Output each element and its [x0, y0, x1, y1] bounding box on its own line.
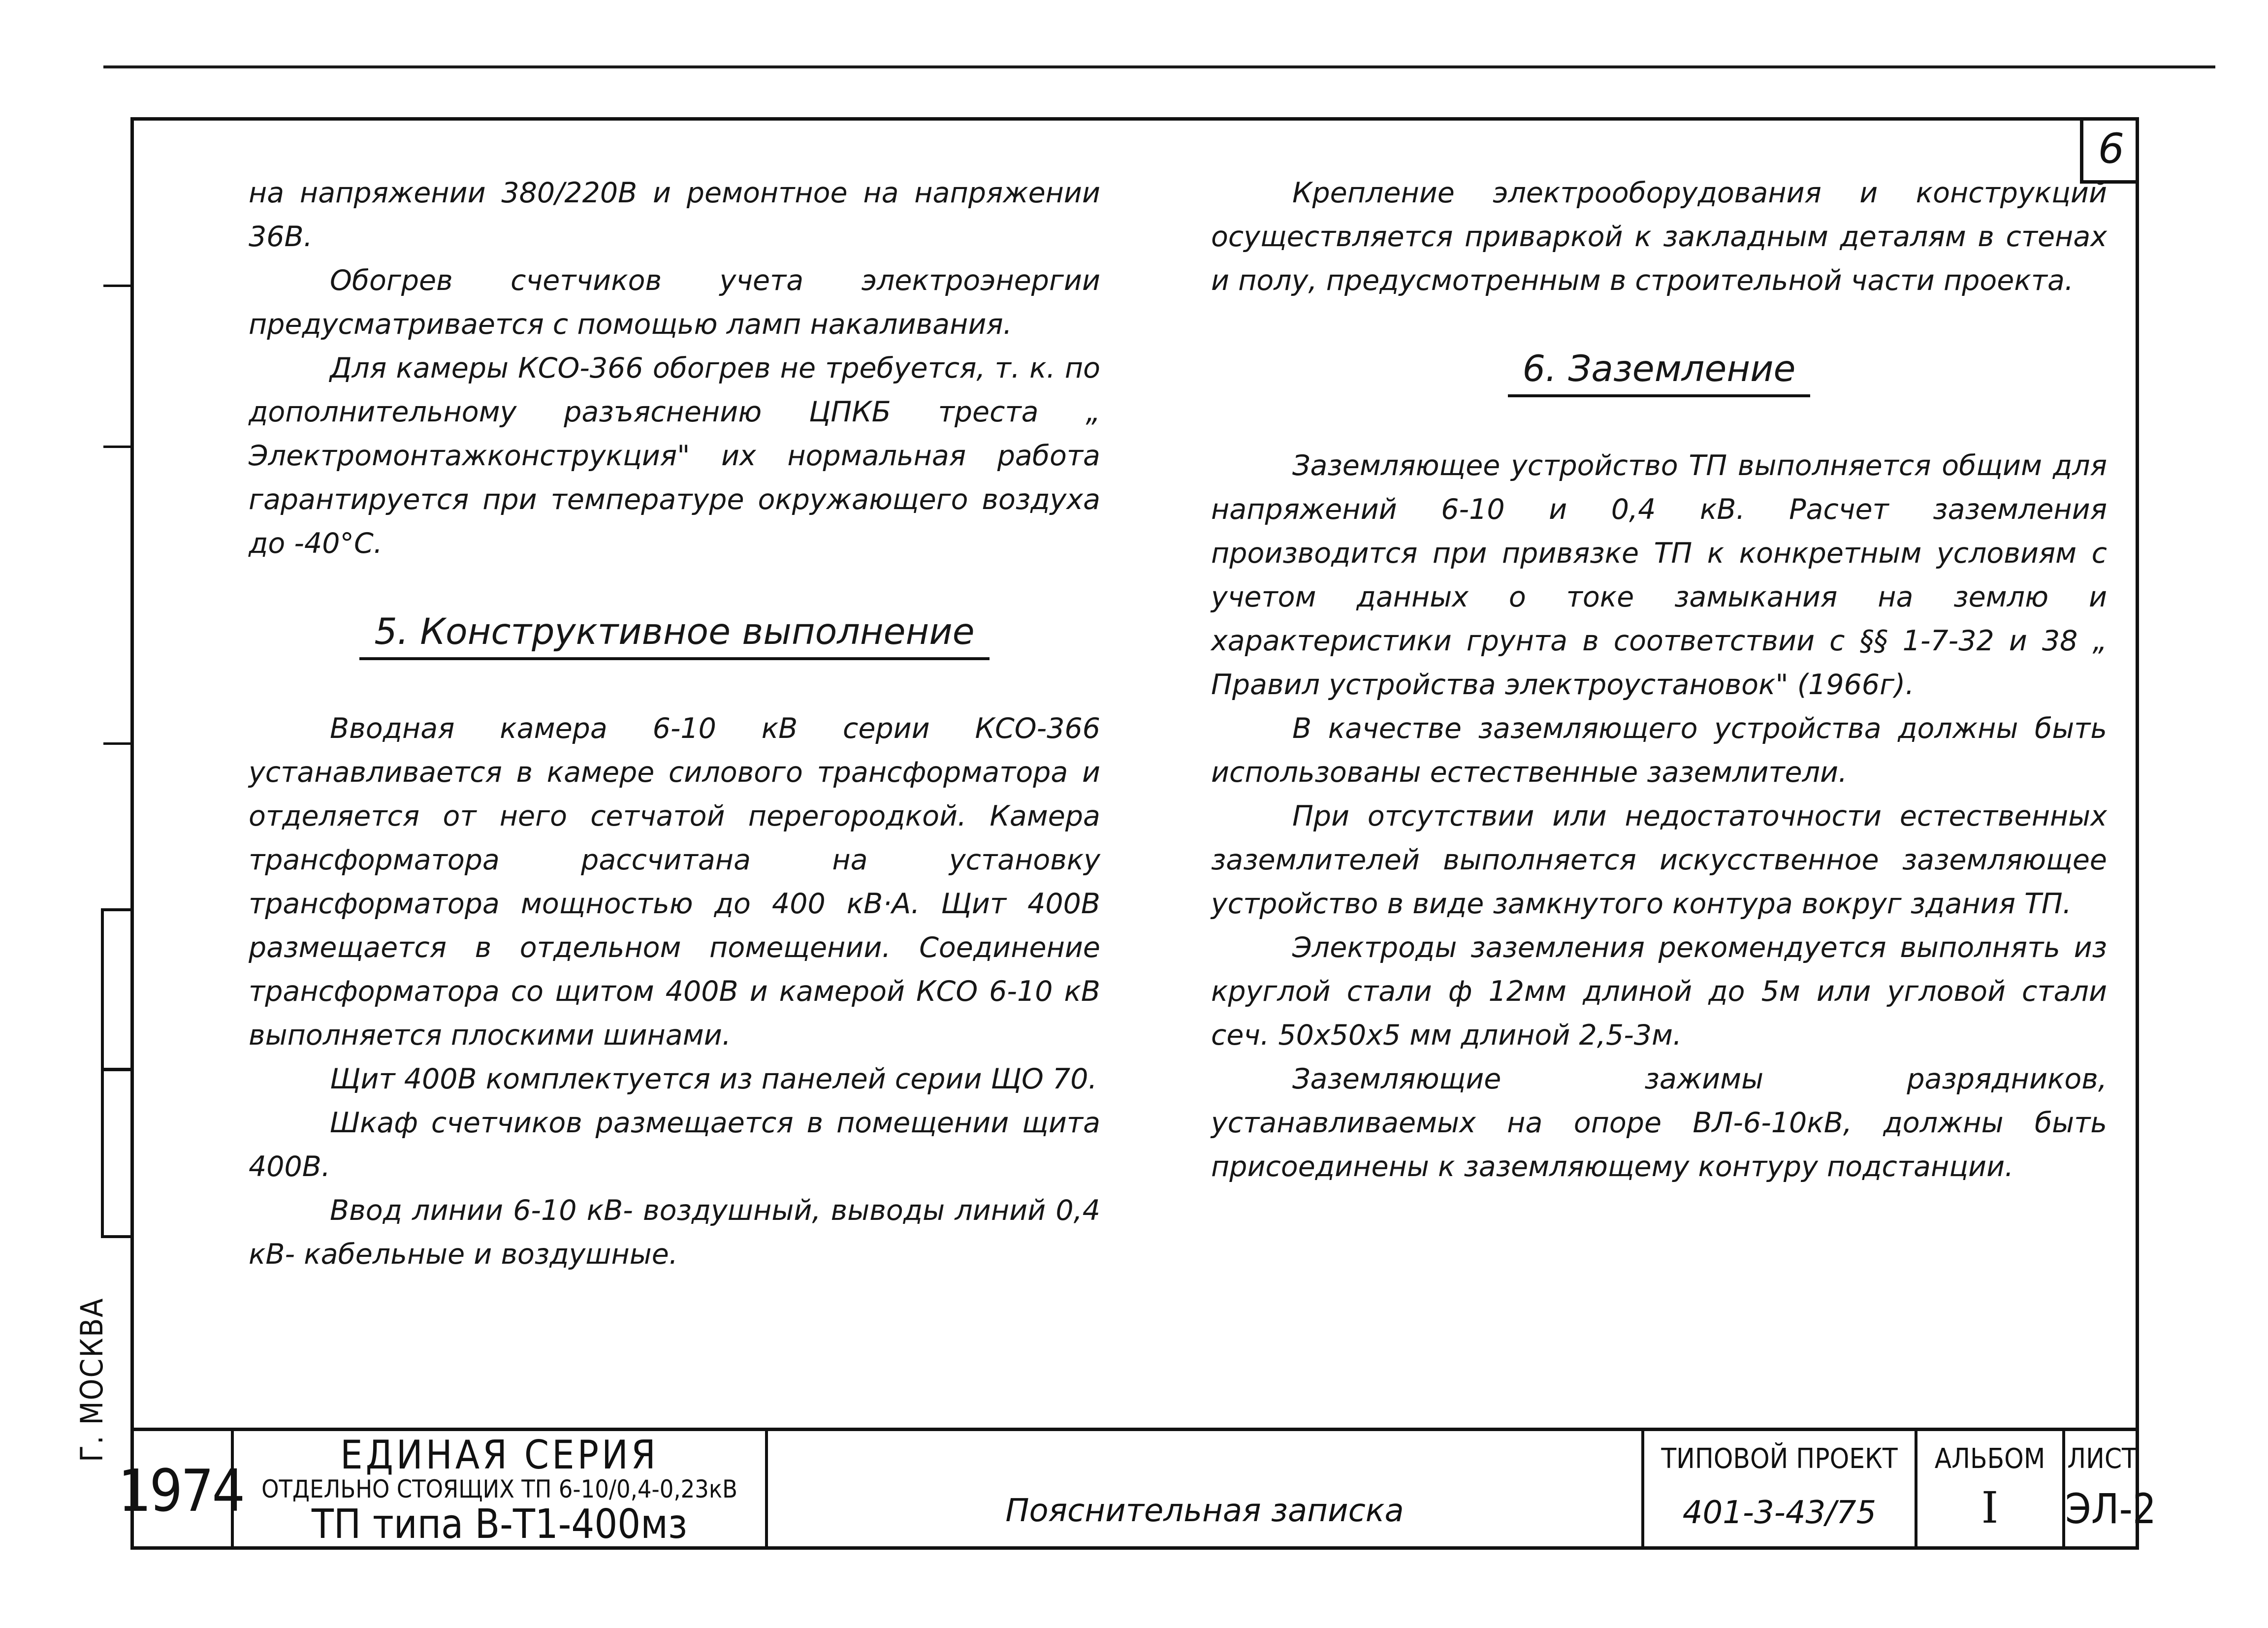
left-text-column	[249, 171, 1100, 1277]
section-heading-text: 6. Заземление	[1508, 347, 1811, 397]
series-subtitle: ОТДЕЛЬНО СТОЯЩИХ ТП 6-10/0,4-0,23кВ	[261, 1475, 737, 1503]
title-block-year: 1974	[130, 1431, 234, 1550]
section-heading-text: 5. Конструктивное выполнение	[359, 610, 989, 660]
album-label: АЛЬБОМ	[1934, 1443, 2045, 1475]
sheet-number: 6	[2080, 117, 2139, 184]
paragraph: на напряжении 380/220В и ремонтное на напряжении 36В.	[249, 177, 1100, 253]
binding-tick	[103, 446, 132, 448]
top-trim-line	[103, 65, 2215, 68]
paragraph: Ввод линии 6-10 кВ- воздушный, выводы линий 0,4 кВ- кабельные и воздушные.	[249, 1194, 1100, 1271]
section-heading-grounding	[1211, 347, 2107, 397]
binding-tick	[103, 742, 132, 745]
binding-bracket	[101, 908, 130, 1071]
document-name: Пояснительная записка	[768, 1431, 1644, 1550]
project-number: 401-3-43/75	[1682, 1495, 1877, 1531]
binding-bracket	[101, 1068, 130, 1238]
sheet-label: ЛИСТ	[2067, 1443, 2137, 1475]
paragraph: Вводная камера 6-10 кВ серии КСО-366 устанавливается в камере силового трансформатора и отделяется от него сетчатой перегородкой. Камера трансформатора рассчитана на установку трансформатора мощностью до 400 кВ·А. Щит 400В размещается в отдельном помещении. Соединение трансформатора со щитом 400В и камерой КСО 6-10 кВ выполняется плоскими шинами.	[249, 712, 1100, 1052]
paragraph: Для камеры КСО-366 обогрев не требуется, т. к. по дополнительному разъяснению ЦПКБ треста „ Электромонтажконструкция" их нормальная работа гарантируется при температуре окружающего воздуха до -40°С.	[249, 352, 1100, 560]
paragraph: Шкаф счетчиков размещается в помещении щита 400В.	[249, 1107, 1100, 1183]
paragraph: При отсутствии или недостаточности естественных заземлителей выполняется искусственное заземляющее устройство в виде замкнутого контура вокруг здания ТП.	[1211, 800, 2107, 920]
title-block-project	[1644, 1431, 1917, 1550]
project-label: ТИПОВОЙ ПРОЕКТ	[1661, 1443, 1898, 1475]
paragraph: Электроды заземления рекомендуется выполнять из круглой стали ф 12мм длиной до 5м или угловой стали сеч. 50х50х5 мм длиной 2,5-3м.	[1211, 931, 2107, 1052]
paragraph: Заземляющее устройство ТП выполняется общим для напряжений 6-10 и 0,4 кВ. Расчет заземления производится при привязке ТП к конкретным условиям с учетом данных о токе замыкания на землю и характеристики грунта в соответствии с §§ 1-7-32 и 38 „ Правил устройства электроустановок" (1966г).	[1211, 449, 2107, 701]
section-heading-construction	[249, 610, 1100, 660]
paragraph: Заземляющие зажимы разрядников, устанавливаемых на опоре ВЛ-6-10кВ, должны быть присоединены к заземляющему контуру подстанции.	[1211, 1063, 2107, 1183]
paragraph: Крепление электрооборудования и конструкций осуществляется приваркой к закладным деталям в стенах и полу, предусмотренным в строительной части проекта.	[1211, 177, 2107, 297]
city-stamp: Г. МОСКВА	[74, 1297, 110, 1462]
right-text-column	[1211, 171, 2107, 1189]
paragraph: В качестве заземляющего устройства должны быть использованы естественные заземлители.	[1211, 712, 2107, 789]
title-block-series	[234, 1431, 768, 1550]
paragraph: Обогрев счетчиков учета электроэнергии предусматривается с помощью ламп накаливания.	[249, 264, 1100, 341]
title-block	[118, 1428, 2156, 1550]
title-block-sheet	[2065, 1431, 2156, 1550]
sheet-code: ЭЛ-2	[2065, 1485, 2156, 1533]
series-type: ТП типа В-Т1-400мз	[311, 1501, 688, 1548]
paragraph: Щит 400В комплектуется из панелей серии ЩО 70.	[330, 1063, 1097, 1095]
series-title: ЕДИНАЯ СЕРИЯ	[340, 1432, 659, 1478]
title-block-album	[1917, 1431, 2065, 1550]
binding-tick	[103, 285, 132, 287]
album-number: I	[1981, 1482, 1999, 1533]
